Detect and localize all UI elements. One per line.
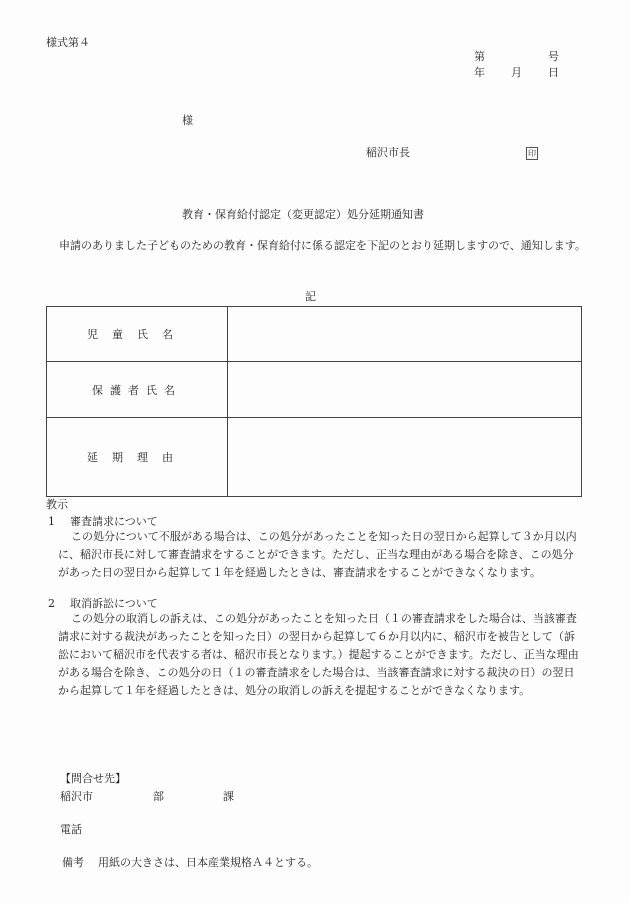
table-row <box>47 362 582 418</box>
number-prefix: 第 <box>474 50 485 63</box>
contact-heading: 【問合せ先】 <box>60 772 126 785</box>
form-number: 様式第４ <box>46 36 90 49</box>
addressee-suffix: 様 <box>182 114 193 127</box>
label-guardian-name: 保護者氏名 <box>92 383 182 397</box>
seal-icon: 印 <box>528 149 536 158</box>
child-name-value[interactable] <box>228 307 582 362</box>
seal-mark <box>526 146 538 160</box>
document-title: 教育・保育給付認定（変更認定）処分延期通知書 <box>182 208 424 221</box>
remarks-text: 用紙の大きさは、日本産業規格Ａ４とする。 <box>98 856 318 869</box>
contact-section: 課 <box>223 790 234 803</box>
notice-item-2-number: 2 <box>48 597 55 610</box>
table-row <box>47 418 582 497</box>
remarks-label: 備考 <box>62 856 84 869</box>
label-child-name: 児童氏名 <box>87 328 187 341</box>
contact-city: 稲沢市 <box>60 790 93 803</box>
notice-heading: 教示 <box>46 498 68 511</box>
row-label <box>47 362 228 418</box>
table-row <box>47 307 582 362</box>
row-label <box>47 418 228 497</box>
label-delay-reason: 延期理由 <box>87 451 187 464</box>
notice-item-2-body: この処分の取消しの訴えは、この処分があったことを知った日（１の審査請求をした場合は、当該審査請求に対する裁決があったことを知った日）の翌日から起算して６か月以内に、稲沢市を被告として（訴訟において稲沢市を代表する者は、稲沢市長となります。）提起することができます。ただし、正当な理由がある場合を除き、この処分の日（１の審査請求をした場合は、当該審査請求に対する裁決の日）の翌日から起算して１年を経過したときは、処分の取消しの訴えを提起することができなくなります。 <box>58 612 579 697</box>
contact-department: 部 <box>153 790 164 803</box>
intro-paragraph: 申請のありました子どものための教育・保育給付に係る認定を下記のとおり延期しますので、通知します。 <box>59 239 586 252</box>
row-label <box>47 307 228 362</box>
notice-item-1-body: この処分について不服がある場合は、この処分があったことを知った日の翌日から起算して３か月以内に、稲沢市長に対して審査請求をすることができます。ただし、正当な理由がある場合を除き、この処分があった日の翌日から起算して１年を経過したときは、審査請求をすることができなくなります。 <box>58 530 577 579</box>
details-table <box>46 306 582 497</box>
sender-name: 稲沢市長 <box>366 146 410 159</box>
notice-item-1-number: 1 <box>48 515 55 528</box>
notice-item-1-title: 審査請求について <box>70 515 158 528</box>
month-label: 月 <box>511 66 522 79</box>
guardian-name-value[interactable] <box>228 362 582 418</box>
notice-item-2-title: 取消訴訟について <box>70 597 158 610</box>
day-label: 日 <box>548 66 559 79</box>
year-label: 年 <box>474 66 485 79</box>
contact-phone-label: 電話 <box>60 823 82 836</box>
ki-label: 記 <box>305 290 316 303</box>
number-suffix: 号 <box>548 50 559 63</box>
delay-reason-value[interactable] <box>228 418 582 497</box>
